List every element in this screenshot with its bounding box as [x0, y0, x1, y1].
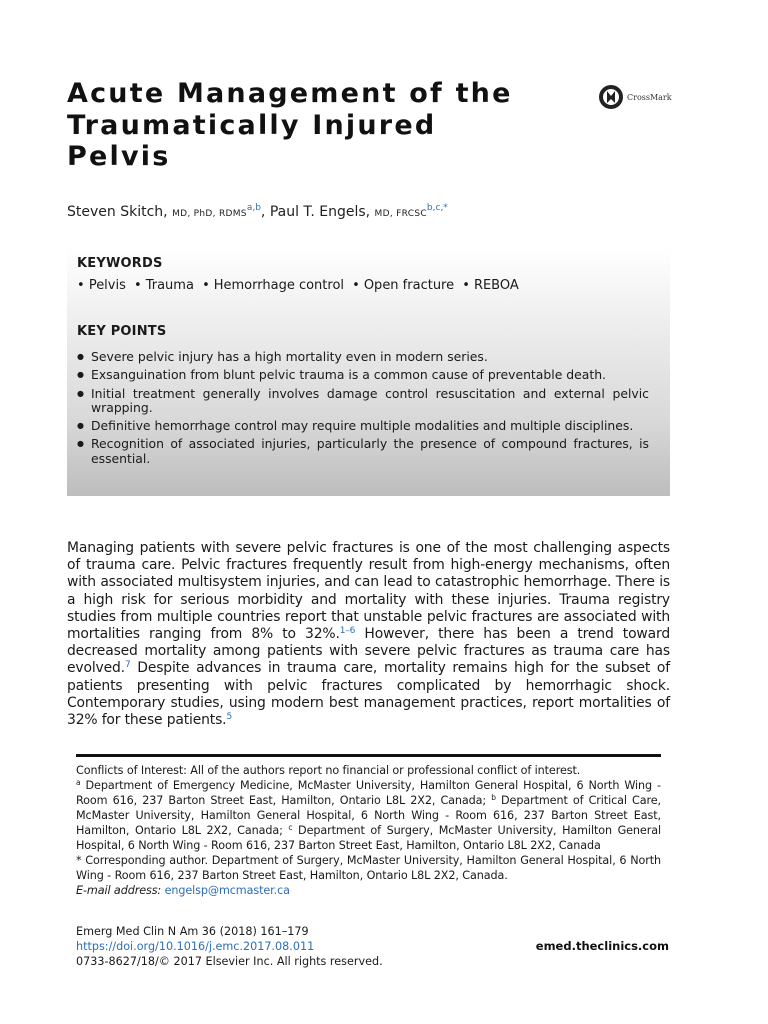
email-link[interactable]: engelsp@mcmaster.ca [164, 884, 290, 897]
keywords-keypoints-box [67, 248, 670, 496]
key-points-list [77, 350, 649, 470]
title-line: Acute Management of the [67, 78, 513, 109]
affiliation-text: Department of Surgery, McMaster University, Hamilton General Hospital, 6 North Wing - Room 616, 237 Barton Street East, Hamilton, Ontario L8L 2X2, Canada [76, 824, 661, 852]
keywords-heading: KEYWORDS [77, 256, 163, 271]
doi-link[interactable]: https://doi.org/10.1016/j.emc.2017.08.011 [76, 940, 315, 953]
footnotes [76, 763, 661, 898]
author-degrees: MD, PhD, RDMS [172, 209, 247, 219]
author-name: Paul T. Engels, [269, 204, 371, 220]
affiliation-marker[interactable]: a,b [246, 203, 261, 213]
author-degrees: MD, FRCSC [374, 209, 427, 219]
body-text-segment: Despite advances in trauma care, mortality remains high for the subset of patients presenting with pelvic fractures complicated by hemorrhagic shock. Contemporary studies, using modern best management practices, report mortalities of 32% for these patients. [67, 660, 670, 729]
key-point-item: ● Severe pelvic injury has a high mortality even in modern series. [77, 350, 649, 364]
keyword: Open fracture [363, 278, 455, 293]
affiliation-text: Department of Emergency Medicine, McMaster University, Hamilton General Hospital, 6 North Wing - Room 616, 237 Barton Street East, Hamilton, Ontario L8L 2X2, Canada; [76, 779, 661, 807]
author-name: Steven Skitch, [67, 204, 168, 220]
publication-info [76, 924, 383, 969]
keyword-bullet: • [462, 278, 470, 293]
keyword: Pelvis [88, 278, 126, 293]
author-separator: , [260, 204, 270, 220]
keywords-list [77, 278, 519, 293]
affiliation-mark: c [288, 823, 293, 832]
email-line [76, 883, 661, 898]
keyword-bullet: • [352, 278, 360, 293]
author-line [67, 203, 448, 220]
journal-citation: Emerg Med Clin N Am 36 (2018) 161–179 [76, 925, 309, 938]
corresponding-author: * Corresponding author. Department of Surgery, McMaster University, Hamilton General Hospital, 6 North Wing - Room 616, 237 Barton Street East, Hamilton, Ontario L8L 2X2, Canada. [76, 854, 661, 882]
email-label: E-mail address: [76, 884, 162, 897]
reference-link[interactable]: 5 [226, 712, 233, 723]
key-points-heading: KEY POINTS [77, 324, 167, 339]
key-point-item: ● Definitive hemorrhage control may require multiple modalities and multiple disciplines. [77, 419, 649, 433]
reference-link[interactable]: 1–6 [339, 626, 356, 637]
conflicts-statement: Conflicts of Interest: All of the authors report no financial or professional conflict of interest. [76, 764, 581, 777]
key-point-item: ● Recognition of associated injuries, particularly the presence of compound fractures, is essential. [77, 437, 649, 466]
journal-website[interactable]: emed.theclinics.com [535, 939, 669, 953]
affiliation-text: Department of Critical Care, McMaster University, Hamilton General Hospital, 6 North Wing - Room 616, 237 Barton Street East, Hamilton, Ontario L8L 2X2, Canada; [76, 794, 661, 837]
crossmark-badge[interactable] [598, 84, 672, 110]
keyword: Hemorrhage control [213, 278, 345, 293]
key-point-item: ● Exsanguination from blunt pelvic trauma is a common cause of preventable death. [77, 368, 649, 382]
affiliations [76, 778, 661, 853]
keyword-bullet: • [134, 278, 142, 293]
affiliation-mark: b [491, 793, 496, 802]
copyright: 0733-8627/18/© 2017 Elsevier Inc. All rights reserved. [76, 955, 383, 968]
keyword: Trauma [145, 278, 194, 293]
keyword-bullet: • [202, 278, 210, 293]
keyword-bullet: • [77, 278, 85, 293]
key-point-item: ● Initial treatment generally involves damage control resuscitation and external pelvic wrapping. [77, 387, 649, 416]
crossmark-icon [598, 84, 624, 110]
title-line: Pelvis [67, 141, 171, 172]
reference-link[interactable]: 7 [124, 660, 131, 671]
title-line: Traumatically Injured [67, 109, 437, 141]
body-text-segment: However, there has been a trend toward decreased mortality among patients with severe pelvic fractures as trauma care has evolved. [67, 626, 670, 677]
crossmark-label: CrossMark [627, 92, 672, 102]
article-title [67, 78, 567, 173]
keyword: REBOA [473, 278, 519, 293]
affiliation-mark: a [76, 778, 81, 787]
affiliation-marker[interactable]: b,c,* [426, 203, 448, 213]
body-text-segment: Managing patients with severe pelvic fractures is one of the most challenging aspects of trauma care. Pelvic fractures frequently result from high-energy mechanisms, often with associated multisystem injuries, and can lead to catastrophic hemorrhage. There is a high risk for serious morbidity and mortality with these injuries. Trauma registry studies from multiple countries report that unstable pelvic fractures are associated with mortalities ranging from 8% to 32%. [67, 540, 670, 643]
footnote-divider [76, 754, 661, 757]
intro-paragraph [67, 540, 670, 729]
